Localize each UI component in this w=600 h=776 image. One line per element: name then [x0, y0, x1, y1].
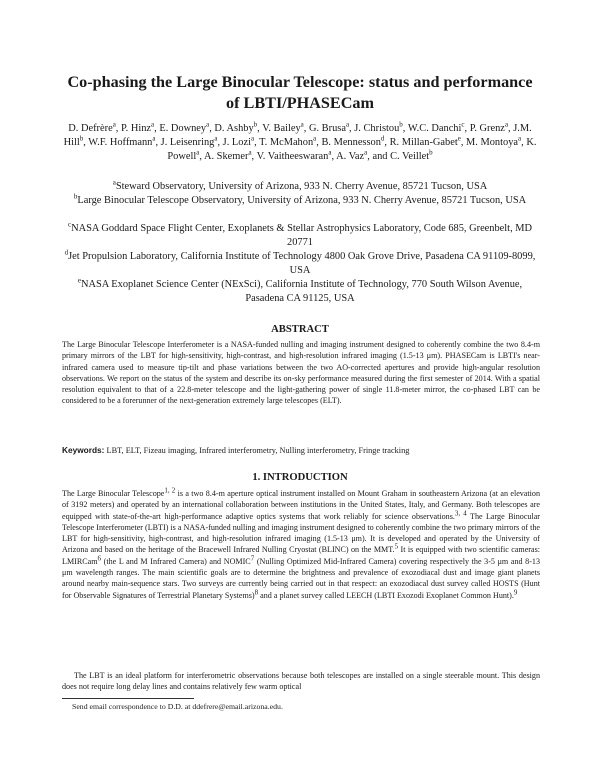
author-affiliation-mark: a — [328, 148, 332, 157]
author-affiliation-mark: c — [461, 120, 465, 129]
author-affiliation-mark: a — [112, 120, 116, 129]
intro-paragraph-2 — [62, 670, 540, 693]
footnote: Send email correspondence to D.D. at ddefrere@email.arizona.edu. — [72, 702, 283, 711]
author-name: R. Millan-Gabet — [389, 136, 458, 148]
intro-text-run: is a two 8.4-m aperture optical instrument installed on Mount Graham in southeastern Arizona (at an elevation of 3192 meters) and operated by an international collaboration between institutions in the United States, Italy, and Germany. Both telescopes are equipped with state-of-the-art high-performance adaptive optics systems that work reliably for science observations. — [62, 489, 541, 521]
author-affiliation-mark: d — [380, 134, 385, 143]
author-name: J. Leisenring — [160, 136, 215, 148]
author-affiliation-mark: a — [196, 148, 200, 157]
author-affiliation-mark: a — [364, 148, 368, 157]
author-name: J. Christou — [354, 123, 400, 134]
intro-text-run: and a planet survey called LEECH (LBTI Exozodi Exoplanet Common Hunt). — [258, 590, 514, 600]
author-list: D. Defrère$^a$, P. Hinz$^a$, E. Downey$^a$, D. Ashby$^b$, V. Bailey$^a$, G. Brusa$^a$, J. Christou$^b$, W.C. Danchi$^c$, P. Grenz$^a$, J.M. Hill$^b$, W.F. Hoffmann$^a$, J. Leisenring$^a$, J. Lozi$^a$, T. McMahon$^a$, B. Mennesson$^d$, R. Millan-Gabet$^e$, M. Montoya$^a$, K. Powell$^a$, A. Skemer$^a$, V. Vaitheeswaran$^a$, A. Vaz$^a$, and C. Veillet$^b$ — [63, 120, 537, 162]
citation-reference[interactable]: 3, 4 — [454, 508, 467, 517]
author-affiliation-mark: a — [151, 120, 155, 129]
author-affiliation-mark: b — [253, 120, 258, 129]
affiliation-d — [62, 250, 538, 278]
author-affiliation-mark: e — [457, 134, 461, 143]
author-name: P. Grenz — [469, 123, 505, 134]
affiliation-text: NASA Exoplanet Science Center (NExSci), California Institute of Technology, 770 South Wilson Avenue, Pasadena CA 91125, USA — [80, 279, 523, 304]
author-name: V. Vaitheeswaran — [256, 150, 329, 162]
citation-reference[interactable]: 5 — [394, 542, 399, 551]
keywords-label: Keywords: — [62, 445, 105, 455]
author-affiliation-mark: a — [518, 134, 522, 143]
affiliation-text: Steward Observatory, University of Arizona, 933 N. Cherry Avenue, 85721 Tucson, USA — [115, 181, 488, 192]
paper-title: Co-phasing the Large Binocular Telescope: status and performance of LBTI/PHASECam — [67, 73, 533, 112]
author-name: A. Skemer — [203, 150, 249, 162]
abstract-heading: ABSTRACT — [271, 324, 329, 335]
author-name: W.C. Danchi — [407, 123, 462, 134]
author-affiliation-mark: a — [313, 134, 317, 143]
affiliation-text: Large Binocular Telescope Observatory, University of Arizona, 933 N. Cherry Avenue, 85721 Tucson, USA — [77, 195, 527, 206]
intro-text-run: The Large Binocular Telescope — [62, 489, 165, 498]
affiliation-mark: b — [73, 192, 78, 201]
intro-paragraph-1 — [62, 488, 540, 601]
affiliation-b — [62, 194, 538, 208]
affiliation-mark: d — [64, 248, 69, 257]
citation-reference[interactable]: 8 — [254, 587, 259, 596]
author-name: K. Powell — [167, 136, 537, 162]
affiliation-text: NASA Goddard Space Flight Center, Exoplanets & Stellar Astrophysics Laboratory, Code 685, Greenbelt, MD 20771 — [71, 223, 533, 248]
author-affiliation-mark: a — [152, 134, 156, 143]
author-affiliation-mark: b — [79, 134, 84, 143]
intro-text-run: (Nulling Optimized Mid-Infrared Camera) covering respectively the 3-5 μm and 8-13 μm wavelength ranges. The main scientific goals are to determine the brightness and prevalence of exozodiacal dust and image giant planets around nearby main-sequence stars. Two surveys are currently being carried out in that respect: an exozodiacal dust survey called HOSTS (Hunt for Observable Signatures of Terrestrial Planetary Systems) — [62, 556, 540, 600]
affiliation-a — [62, 180, 538, 194]
citation-reference[interactable]: 9 — [513, 587, 518, 596]
author-name: A. Vaz — [336, 150, 365, 162]
abstract-text: The Large Binocular Telescope Interferometer is a NASA-funded nulling and imaging instrument designed to coherently combine the two 8.4-m primary mirrors of the LBT for high-sensitivity, high-contrast, and high-resolution infrared imaging (1.5-13 μm). PHASECam is LBTI's near-infrared camera used to measure tip-tilt and phase variations between the two AO-corrected apertures and provide high-angular resolution observations. We report on the status of the system and describe its on-sky performance measured during the first semester of 2014. With a spatial resolution equivalent to that of a 22.8-meter telescope and the light-gathering power of single 11.8-meter mirror, the co-phased LBT can be considered to be a forerunner of the next-generation extremely large telescopes (ELT). — [62, 340, 540, 406]
citation-reference[interactable]: 7 — [250, 554, 255, 563]
intro-text-run: (the L and M Infrared Camera) and NOMIC — [101, 556, 251, 566]
author-affiliation-mark: a — [248, 148, 252, 157]
affiliation-mark: a — [112, 178, 116, 187]
citation-reference[interactable]: 6 — [97, 554, 102, 563]
affiliation-text: Jet Propulsion Laboratory, California Institute of Technology 4800 Oak Grove Drive, Pasadena CA 91109-8099, USA — [68, 251, 536, 276]
author-affiliation-mark: a — [345, 120, 350, 129]
intro-paragraph-2-text: The LBT is an ideal platform for interferometric observations because both telescopes are installed on a single steerable mount. This design does not require long delay lines and contains relatively few warm optical — [62, 671, 540, 692]
author-name: E. Downey — [159, 123, 207, 134]
author-name: B. Mennesson — [321, 136, 381, 148]
footnote-rule — [62, 698, 194, 699]
affiliation-mark: c — [67, 220, 72, 229]
author-name: W.F. Hoffmann — [88, 136, 153, 148]
author-name: J. Lozi — [222, 136, 251, 148]
author-name: P. Hinz — [121, 123, 152, 134]
affiliation-c — [62, 222, 538, 250]
author-affiliation-mark: a — [250, 134, 255, 143]
author-affiliation-mark: a — [504, 120, 509, 129]
author-affiliation-mark: a — [214, 134, 218, 143]
affiliation-mark: e — [77, 276, 81, 285]
citation-reference[interactable]: 1, 2 — [164, 486, 176, 495]
author-name: D. Defrère — [68, 123, 113, 134]
author-name: T. McMahon — [259, 136, 314, 148]
author-affiliation-mark: a — [300, 120, 304, 129]
author-name: V. Bailey — [262, 123, 301, 134]
author-affiliation-mark: b — [399, 120, 403, 129]
section-heading: 1. INTRODUCTION — [252, 472, 348, 483]
affiliation-e — [62, 278, 538, 306]
intro-text-run: The Large Binocular Telescope Interferometer (LBTI) is a NASA-funded nulling and imaging instrument designed to coherently combine the two primary mirrors of the LBT for high-sensitivity, high-contrast, and high-resolution infrared imaging (1.5-13 μm). It is developed and operated by the University of Arizona and based on the heritage of the Bracewell Infrared Nulling Cryostat (BLINC) on the MMT. — [62, 511, 540, 555]
keywords-line — [62, 445, 540, 456]
author-name: G. Brusa — [308, 123, 346, 134]
author-affiliation-mark: a — [206, 120, 210, 129]
author-name: M. Montoya — [466, 136, 519, 148]
author-name: C. Veillet — [390, 150, 430, 162]
author-name: D. Ashby — [214, 123, 254, 134]
author-name: J.M. Hill — [63, 123, 532, 148]
intro-text-run: It is equipped with two scientific cameras: LMIRCam — [62, 545, 540, 566]
author-affiliation-mark: b — [429, 148, 433, 157]
keywords-text: LBT, ELT, Fizeau imaging, Infrared interferometry, Nulling interferometry, Fringe tracking — [106, 446, 410, 455]
